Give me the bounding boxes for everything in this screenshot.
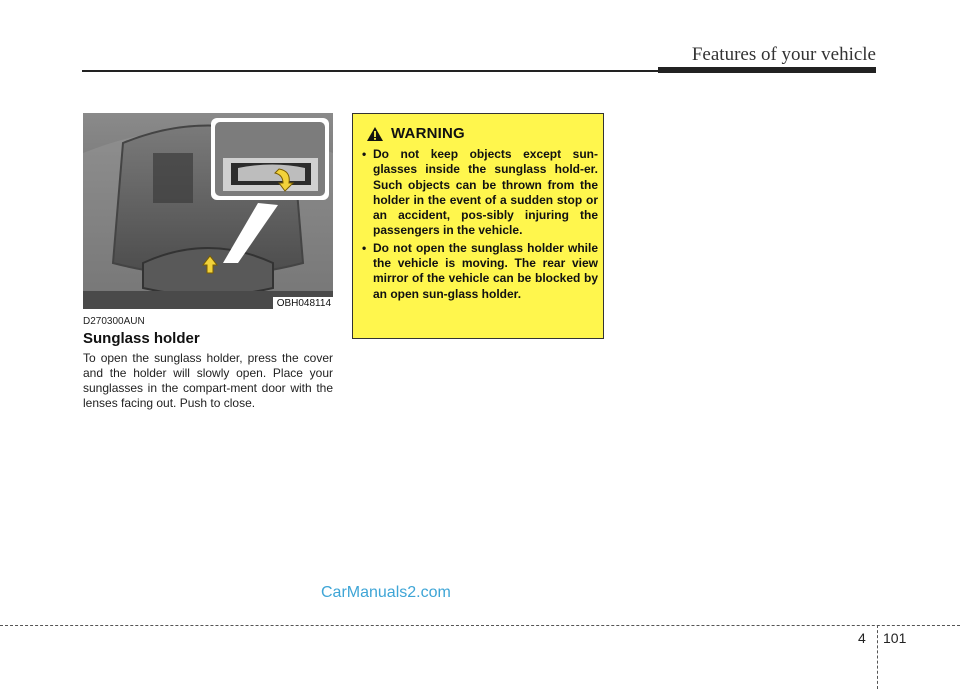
section-title: Sunglass holder xyxy=(83,330,200,347)
warning-item-text: Do not open the sunglass holder while the vehicle is moving. The rear view mirror of the vehicle can be blocked by an open sun-glass holder. xyxy=(373,240,598,301)
header-rule xyxy=(82,70,662,72)
footer-rule xyxy=(0,625,960,626)
section-body: To open the sunglass holder, press the cover and the holder will slowly open. Place your sunglasses in the compart-ment door with the lenses facing out. Push to close. xyxy=(83,351,333,410)
chapter-number: 4 xyxy=(858,630,866,646)
warning-title: WARNING xyxy=(391,125,465,142)
bullet: • xyxy=(362,240,367,255)
watermark-link[interactable]: CarManuals2.com xyxy=(321,584,451,601)
warning-header xyxy=(366,125,465,142)
warning-list xyxy=(361,147,598,304)
page-number: 101 xyxy=(883,630,907,646)
sunglass-holder-photo xyxy=(83,113,333,309)
header-rule-accent xyxy=(658,67,876,73)
bullet: • xyxy=(362,147,367,161)
warning-triangle-icon xyxy=(366,126,384,142)
header-title: Features of your vehicle xyxy=(691,44,876,65)
footer-divider xyxy=(877,625,878,689)
warning-box xyxy=(352,113,604,339)
warning-item-text: Do not keep objects except sun-glasses inside the sunglass hold-er. Such objects can be thrown from the holder in the event of a sudden stop or an accident, pos-sibly injuring the passengers in the vehicle. xyxy=(373,147,598,238)
section-code: D270300AUN xyxy=(83,316,145,327)
figure-code: OBH048114 xyxy=(273,297,333,309)
warning-item xyxy=(361,147,598,239)
warning-item xyxy=(361,241,598,302)
